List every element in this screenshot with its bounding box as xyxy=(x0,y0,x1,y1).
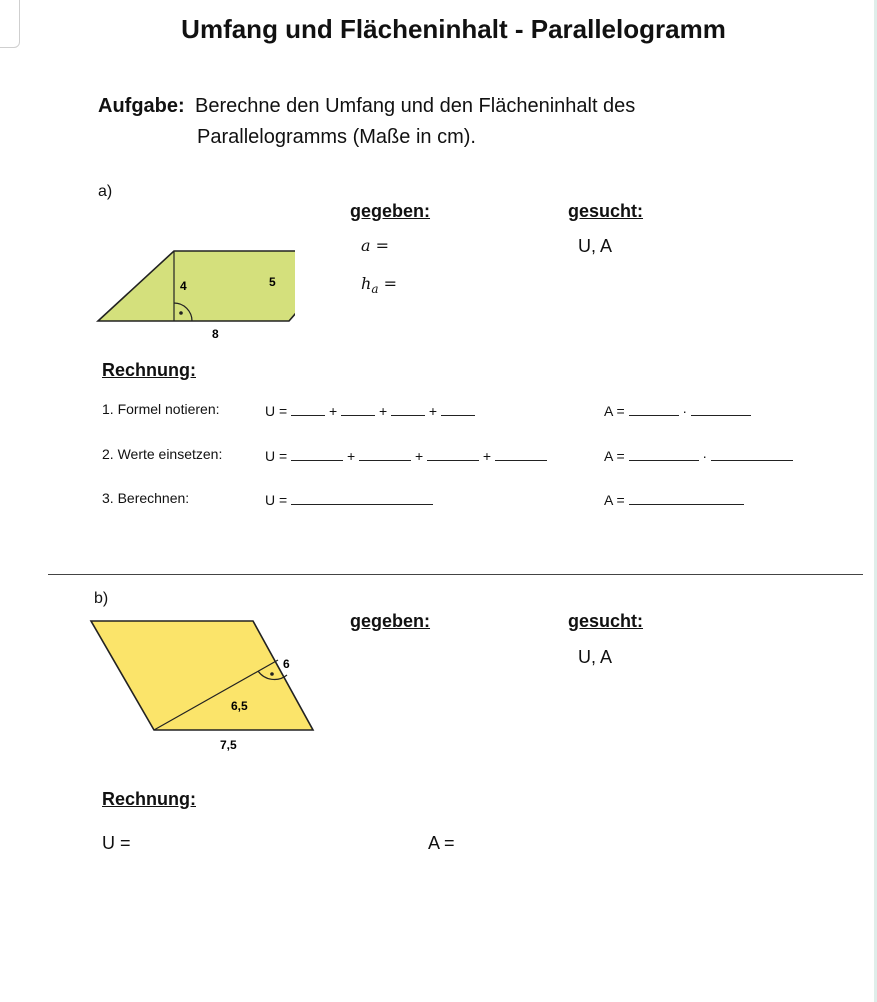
answer-blank[interactable] xyxy=(629,401,679,416)
answer-blank[interactable] xyxy=(291,490,433,505)
part-a-sought-value: U, A xyxy=(578,236,613,256)
step-1-u-formula: U = + + + xyxy=(265,401,475,419)
part-a-calc-header: Rechnung: xyxy=(102,360,196,380)
parallelogram-a xyxy=(98,251,295,321)
answer-blank[interactable] xyxy=(359,446,411,461)
right-angle-dot-b xyxy=(270,672,274,676)
part-a-given-a: a = xyxy=(361,236,390,255)
answer-blank[interactable] xyxy=(691,401,751,416)
answer-blank[interactable] xyxy=(291,401,325,416)
label-height-b: 6,5 xyxy=(231,699,248,713)
part-b-sought-value: U, A xyxy=(578,647,613,667)
answer-blank[interactable] xyxy=(391,401,425,416)
part-b-u-label: U = xyxy=(102,833,131,853)
label-side-b: 6 xyxy=(283,657,290,671)
task-label: Aufgabe: xyxy=(98,95,185,117)
step-3-u-result: U = xyxy=(265,490,433,508)
step-2-a-formula: A = · xyxy=(604,446,793,464)
label-side-a: 5 xyxy=(269,275,276,289)
step-2-u-formula: U = + + + xyxy=(265,446,547,464)
right-angle-dot-a xyxy=(179,311,183,315)
task-text-line-2: Parallelogramms (Maße in cm). xyxy=(197,126,476,148)
part-a-figure xyxy=(95,245,295,345)
answer-blank[interactable] xyxy=(341,401,375,416)
label-base-b: 7,5 xyxy=(220,738,237,752)
part-a-given-ha: $h_a$ = xyxy=(361,274,397,297)
part-b-sought-header: gesucht: xyxy=(568,611,644,631)
label-height-a: 4 xyxy=(180,279,187,293)
step-1-a-formula: A = · xyxy=(604,401,751,419)
part-a-given-header: gegeben: xyxy=(350,201,431,221)
page-title: Umfang und Flächeninhalt - Parallelogramm xyxy=(181,14,726,44)
part-b-label: b) xyxy=(94,590,109,607)
label-base-a: 8 xyxy=(212,327,219,341)
part-a-sought-header: gesucht: xyxy=(568,201,644,221)
answer-blank[interactable] xyxy=(629,490,744,505)
part-b-figure xyxy=(88,615,323,760)
part-b-a-label: A = xyxy=(428,833,455,853)
step-1-label: 1. Formel notieren: xyxy=(102,401,220,417)
part-b-given-header: gegeben: xyxy=(350,611,431,631)
part-b-calc-header: Rechnung: xyxy=(102,789,196,809)
answer-blank[interactable] xyxy=(629,446,699,461)
step-3-a-result: A = xyxy=(604,490,744,508)
parallelogram-b xyxy=(91,621,313,730)
task-text-line-1: Berechne den Umfang und den Flächeninhalt des xyxy=(195,95,636,117)
answer-blank[interactable] xyxy=(495,446,547,461)
step-3-label: 3. Berechnen: xyxy=(102,490,190,506)
answer-blank[interactable] xyxy=(291,446,343,461)
answer-blank[interactable] xyxy=(427,446,479,461)
answer-blank[interactable] xyxy=(711,446,793,461)
step-2-label: 2. Werte einsetzen: xyxy=(102,446,223,462)
part-a-label: a) xyxy=(98,183,113,200)
section-divider xyxy=(48,574,863,575)
answer-blank[interactable] xyxy=(441,401,475,416)
